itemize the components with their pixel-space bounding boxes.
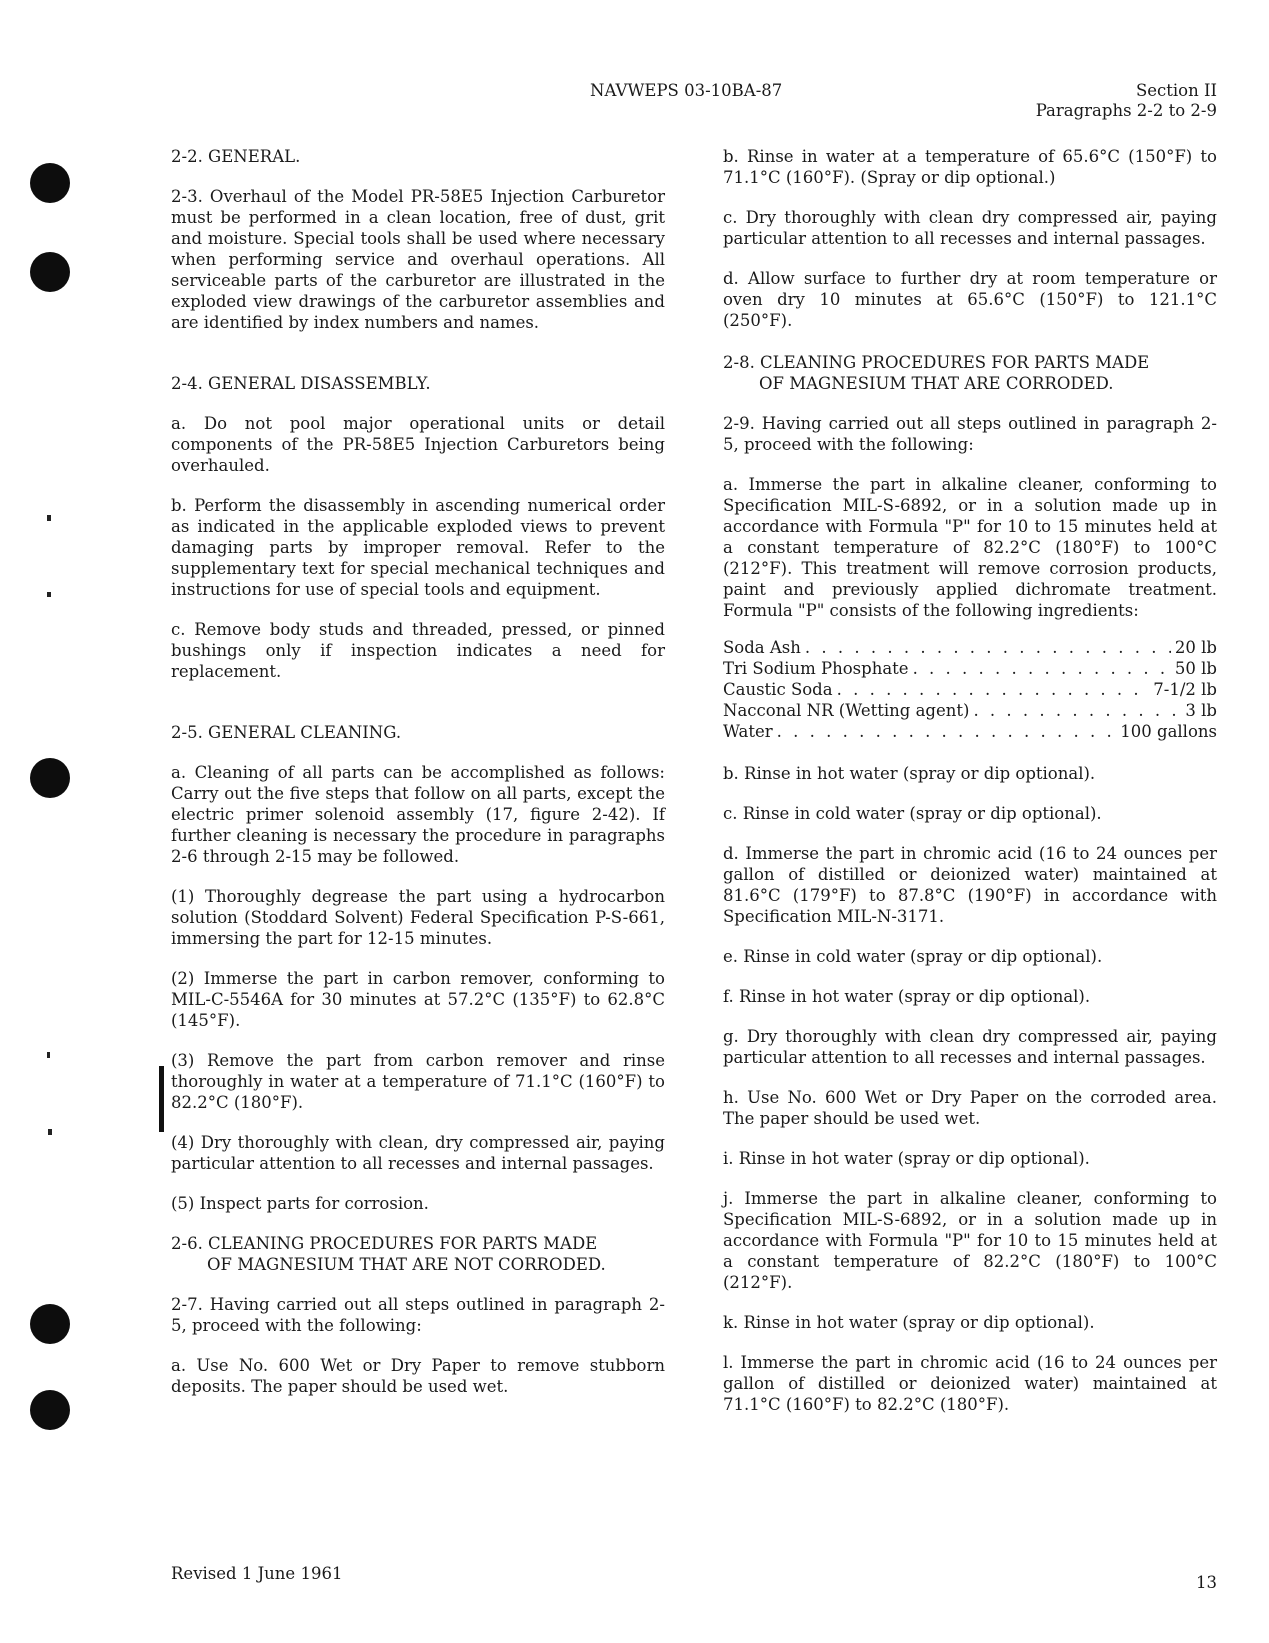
ingredient-name: Nacconal NR (Wetting agent) bbox=[723, 701, 970, 720]
step-2-5-a-5: (5) Inspect parts for corrosion. bbox=[171, 1194, 429, 1213]
paragraph-2-3: 2-3. Overhaul of the Model PR-58E5 Injection Carburetor must be performed in a clean location, free of dust, grit and moisture. Special tools shall be used where necessary when performing service and overhaul operations. All serviceable parts of the carburetor are illustrated in the exploded view drawings of the carburetor assemblies and are identified by index numbers and names. bbox=[171, 187, 665, 332]
step-2-9-f: f. Rinse in hot water (spray or dip optional). bbox=[723, 987, 1091, 1006]
ingredient-row bbox=[723, 637, 1217, 658]
step-2-7-a: a. Use No. 600 Wet or Dry Paper to remove stubborn deposits. The paper should be used wet. bbox=[171, 1356, 665, 1396]
binder-hole bbox=[30, 163, 70, 203]
step-2-9-b: b. Rinse in hot water (spray or dip optional). bbox=[723, 764, 1096, 783]
paragraph-2-9: 2-9. Having carried out all steps outlined in paragraph 2-5, proceed with the following: bbox=[723, 414, 1217, 454]
right-column bbox=[723, 146, 1217, 1434]
ingredient-quantity: 50 lb bbox=[1174, 659, 1217, 678]
heading-2-6-line-2: OF MAGNESIUM THAT ARE NOT CORRODED. bbox=[207, 1255, 606, 1274]
step-2-9-k: k. Rinse in hot water (spray or dip optional). bbox=[723, 1313, 1095, 1332]
ingredient-name: Caustic Soda bbox=[723, 680, 833, 699]
ingredient-quantity: 20 lb bbox=[1174, 638, 1217, 657]
ingredient-quantity: 100 gallons bbox=[1120, 722, 1217, 741]
revision-date: Revised 1 June 1961 bbox=[171, 1564, 343, 1583]
left-column bbox=[171, 146, 665, 1416]
step-2-9-d: d. Immerse the part in chromic acid (16 to 24 ounces per gallon of distilled or deionized water) maintained at 81.6°C (179°F) to 87.8°C (190°F) in accordance with Specification MIL-N-3171. bbox=[723, 844, 1217, 926]
step-2-5-a-4: (4) Dry thoroughly with clean, dry compressed air, paying particular attention to all recesses and internal passages. bbox=[171, 1133, 665, 1173]
binder-hole bbox=[30, 252, 70, 292]
step-2-9-c: c. Rinse in cold water (spray or dip optional). bbox=[723, 804, 1102, 823]
step-2-9-i: i. Rinse in hot water (spray or dip optional). bbox=[723, 1149, 1090, 1168]
formula-p-ingredients bbox=[723, 637, 1217, 742]
binder-hole bbox=[30, 758, 70, 798]
heading-2-8-line-1: 2-8. CLEANING PROCEDURES FOR PARTS MADE bbox=[723, 353, 1150, 372]
scan-mark bbox=[48, 1129, 52, 1135]
step-2-9-h: h. Use No. 600 Wet or Dry Paper on the corroded area. The paper should be used wet. bbox=[723, 1088, 1217, 1128]
step-2-4-c: c. Remove body studs and threaded, pressed, or pinned bushings only if inspection indicates a need for replacement. bbox=[171, 620, 665, 681]
step-2-7-c: c. Dry thoroughly with clean dry compressed air, paying particular attention to all recesses and internal passages. bbox=[723, 208, 1217, 248]
heading-2-5: 2-5. GENERAL CLEANING. bbox=[171, 723, 402, 742]
ingredient-name: Tri Sodium Phosphate bbox=[723, 659, 909, 678]
ingredient-row bbox=[723, 721, 1217, 742]
scan-mark bbox=[47, 592, 51, 597]
ingredient-row bbox=[723, 658, 1217, 679]
scan-mark bbox=[47, 515, 51, 521]
step-2-9-e: e. Rinse in cold water (spray or dip optional). bbox=[723, 947, 1103, 966]
ingredient-row bbox=[723, 700, 1217, 721]
scan-mark bbox=[47, 1052, 50, 1058]
step-2-5-a-2: (2) Immerse the part in carbon remover, conforming to MIL-C-5546A for 30 minutes at 57.2°C (135°F) to 62.8°C (145°F). bbox=[171, 969, 665, 1030]
page-number: 13 bbox=[1196, 1573, 1217, 1592]
step-2-7-d: d. Allow surface to further dry at room temperature or oven dry 10 minutes at 65.6°C (150°F) to 121.1°C (250°F). bbox=[723, 269, 1217, 330]
binder-hole bbox=[30, 1390, 70, 1430]
heading-2-2: 2-2. GENERAL. bbox=[171, 147, 301, 166]
step-2-9-l: l. Immerse the part in chromic acid (16 to 24 ounces per gallon of distilled or deionized water) maintained at 71.1°C (160°F) to 82.2°C (180°F). bbox=[723, 1353, 1217, 1414]
step-2-4-a: a. Do not pool major operational units or detail components of the PR-58E5 Injection Carburetors being overhauled. bbox=[171, 414, 665, 475]
step-2-7-b: b. Rinse in water at a temperature of 65.6°C (150°F) to 71.1°C (160°F). (Spray or dip optional.) bbox=[723, 147, 1217, 187]
step-2-5-a: a. Cleaning of all parts can be accomplished as follows: Carry out the five steps that follow on all parts, except the electric primer solenoid assembly (17, figure 2-42). If further cleaning is necessary the procedure in paragraphs 2-6 through 2-15 may be followed. bbox=[171, 763, 665, 866]
ingredient-quantity: 7-1/2 lb bbox=[1153, 680, 1217, 699]
step-2-4-b: b. Perform the disassembly in ascending numerical order as indicated in the applicable exploded views to prevent damaging parts by improper removal. Refer to the supplementary text for special mechanical techniques and instructions for use of special tools and equipment. bbox=[171, 496, 665, 599]
ingredient-quantity: 3 lb bbox=[1185, 701, 1217, 720]
section-label: Section II bbox=[1135, 81, 1217, 100]
step-2-5-a-3: (3) Remove the part from carbon remover and rinse thoroughly in water at a temperature of 71.1°C (160°F) to 82.2°C (180°F). bbox=[171, 1051, 665, 1112]
binder-hole bbox=[30, 1304, 70, 1344]
step-2-9-g: g. Dry thoroughly with clean dry compressed air, paying particular attention to all recesses and internal passages. bbox=[723, 1027, 1217, 1067]
heading-2-8 bbox=[723, 352, 1217, 394]
ingredient-name: Soda Ash bbox=[723, 638, 801, 657]
heading-2-4: 2-4. GENERAL DISASSEMBLY. bbox=[171, 374, 431, 393]
paragraph-2-7: 2-7. Having carried out all steps outlined in paragraph 2-5, proceed with the following: bbox=[171, 1295, 665, 1335]
step-2-5-a-1: (1) Thoroughly degrease the part using a hydrocarbon solution (Stoddard Solvent) Federal Specification P-S-661, immersing the part for 12-15 minutes. bbox=[171, 887, 665, 948]
paragraph-range: Paragraphs 2-2 to 2-9 bbox=[1035, 101, 1217, 120]
heading-2-6-line-1: 2-6. CLEANING PROCEDURES FOR PARTS MADE bbox=[171, 1234, 598, 1253]
ingredient-name: Water bbox=[723, 722, 773, 741]
revision-bar bbox=[159, 1066, 164, 1132]
ingredient-row bbox=[723, 679, 1217, 700]
step-2-9-a: a. Immerse the part in alkaline cleaner, conforming to Specification MIL-S-6892, or in a solution made up in accordance with Formula "P" for 10 to 15 minutes held at a constant temperature of 82.2°C (180°F) to 100°C (212°F). This treatment will remove corrosion products, paint and previously applied dichromate treatment. Formula "P" consists of the following ingredients: bbox=[723, 475, 1217, 620]
heading-2-6 bbox=[171, 1233, 665, 1275]
step-2-9-j: j. Immerse the part in alkaline cleaner, conforming to Specification MIL-S-6892, or in a solution made up in accordance with Formula "P" for 10 to 15 minutes held at a constant temperature of 82.2°C (180°F) to 100°C (212°F). bbox=[723, 1189, 1217, 1292]
document-number: NAVWEPS 03-10BA-87 bbox=[590, 81, 783, 100]
heading-2-8-line-2: OF MAGNESIUM THAT ARE CORRODED. bbox=[759, 374, 1114, 393]
